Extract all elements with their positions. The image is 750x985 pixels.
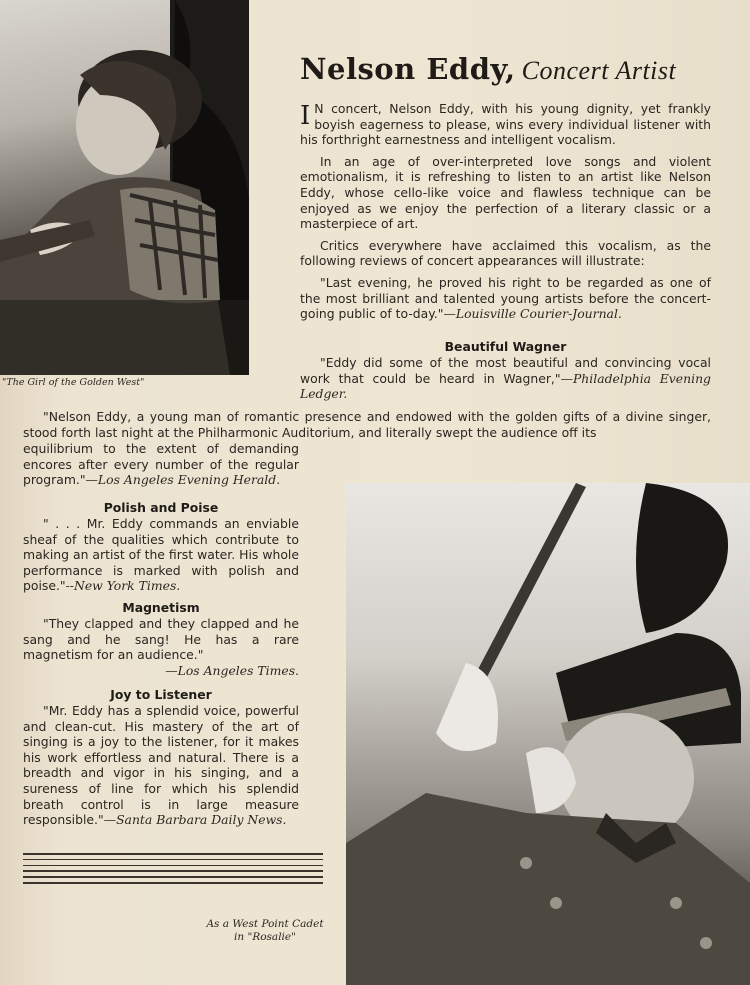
page-title — [300, 52, 740, 86]
decorative-rules — [23, 853, 323, 893]
title-sub: Concert Artist — [521, 56, 677, 85]
magnetism-source: —Los Angeles Times. — [165, 662, 299, 678]
intro-paragraph-3: Critics everywhere have acclaimed this vocalism, as the following reviews of concert appearances will illustrate: — [300, 237, 711, 269]
wagner-quote: "Eddy did some of the most beautiful and convincing vocal work that could be heard in Wagner,"—Philadelphia Evening Ledger. — [300, 355, 711, 402]
title-main: Nelson Eddy, — [300, 52, 516, 86]
magnetism-quote: "They clapped and they clapped and he sang and he sang! He has a rare magnetism for an audience." —Los Angeles Times. — [23, 616, 299, 678]
heading-polish-and-poise: Polish and Poise — [103, 500, 219, 515]
photo-girl-of-the-golden-west — [0, 0, 249, 375]
intro-paragraph-1: I N concert, Nelson Eddy, with his young dignity, yet frankly boyish eagerness to please, wins every individual listener with his forthright earnestness and intelligent vocalism. — [300, 101, 711, 148]
top-photo-caption: "The Girl of the Golden West" — [2, 377, 145, 388]
herald-quote-continued: equilibrium to the extent of demanding encores after every number of the regular program."—Los Angeles Evening Herald. — [23, 441, 299, 488]
drop-cap: I — [300, 101, 311, 131]
intro-paragraph-2: In an age of over-interpreted love songs and violent emotionalism, it is refreshing to listen to an artist like Nelson Eddy, whose cello-like voice and flawless technique can be enjoyed as we enjoy the perfection of a literary classic or a masterpiece of art. — [300, 153, 711, 232]
courier-journal-quote: "Last evening, he proved his right to be regarded as one of the most brilliant and talented young artists before the concert-going public of to-day."—Louisville Courier-Journal. — [300, 274, 711, 322]
heading-beautiful-wagner: Beautiful Wagner — [444, 339, 567, 354]
photo-west-point-cadet — [346, 483, 750, 985]
photo-cadet-illustration — [346, 483, 750, 985]
bottom-photo-caption: As a West Point Cadet in "Rosalie" — [206, 918, 324, 943]
heading-joy-to-listener: Joy to Listener — [110, 687, 212, 702]
intro-column — [300, 101, 711, 328]
polish-quote: " . . . Mr. Eddy commands an enviable sheaf of the qualities which contribute to making an artist of the first water. His whole performance is marked with polish and poise."--New York Times. — [23, 516, 299, 594]
herald-quote-full-width: "Nelson Eddy, a young man of romantic presence and endowed with the golden gifts of a divine singer, stood forth last night at the Philharmonic Auditorium, and literally swept the audience off its — [23, 409, 711, 440]
heading-magnetism: Magnetism — [122, 600, 200, 615]
joy-quote: "Mr. Eddy has a splendid voice, powerful and clean-cut. His mastery of the art of singing is a joy to the listener, for it makes his work effortless and natural. There is a breadth and vigor in his singing, and a sureness of line for which his splendid breath control is in large measure responsible."—Santa Barbara Daily News. — [23, 703, 299, 828]
photo-woman-illustration — [0, 0, 249, 375]
